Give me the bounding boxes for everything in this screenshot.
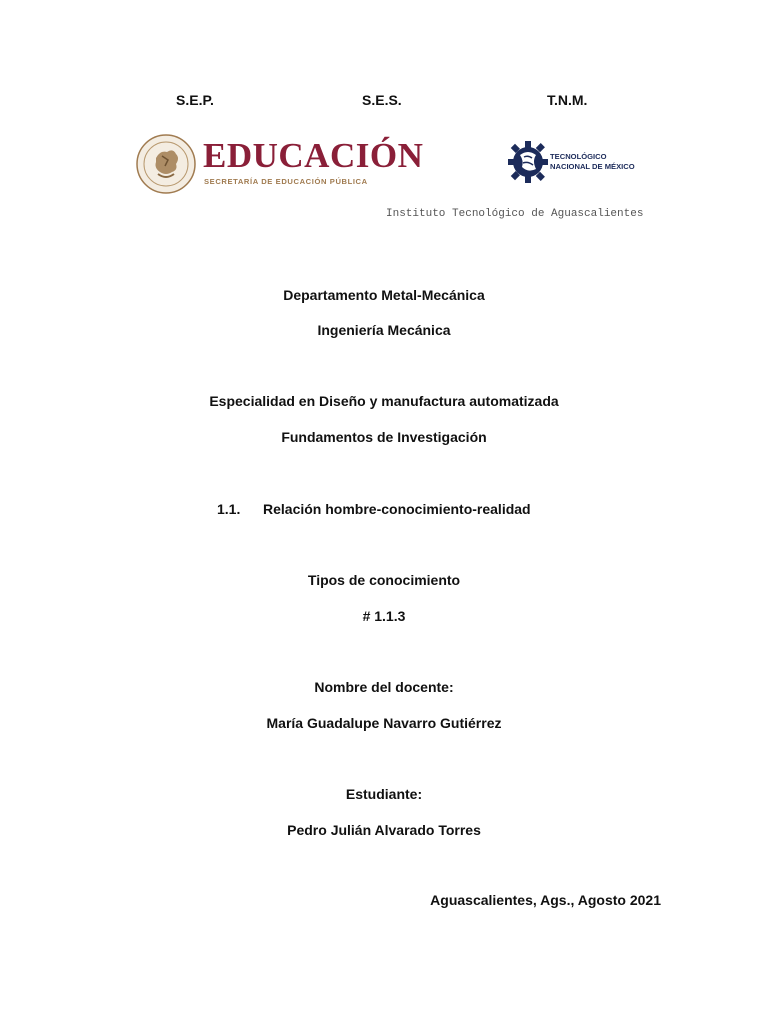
specialty: Especialidad en Diseño y manufactura automatizada — [209, 393, 559, 409]
topic-number: 1.1. — [217, 501, 241, 517]
student-name: Pedro Julián Alvarado Torres — [287, 822, 481, 838]
career: Ingeniería Mecánica — [317, 322, 451, 338]
educacion-logo-subtitle: SECRETARÍA DE EDUCACIÓN PÚBLICA — [204, 177, 368, 186]
student-label: Estudiante: — [345, 786, 423, 802]
tecnm-logo-text — [550, 152, 635, 172]
teacher-label: Nombre del docente: — [314, 679, 454, 695]
place-and-date: Aguascalientes, Ags., Agosto 2021 — [430, 892, 661, 908]
department: Departamento Metal-Mecánica — [283, 287, 485, 303]
header-sep: S.E.P. — [176, 92, 214, 108]
educacion-logo-title: EDUCACIÓN — [203, 136, 424, 175]
tecnm-line1: TECNOLÓGICO — [550, 152, 607, 161]
subject: Fundamentos de Investigación — [281, 429, 487, 445]
header-tnm: T.N.M. — [547, 92, 588, 108]
assignment-number: # 1.1.3 — [362, 608, 406, 624]
institute-name: Instituto Tecnológico de Aguascalientes — [386, 208, 644, 220]
topic-heading — [217, 500, 531, 518]
assignment-title: Tipos de conocimiento — [307, 572, 461, 588]
topic-title: Relación hombre-conocimiento-realidad — [263, 501, 531, 517]
header-ses: S.E.S. — [362, 92, 402, 108]
mexico-coat-of-arms-seal — [136, 134, 196, 194]
teacher-name: María Guadalupe Navarro Gutiérrez — [266, 715, 502, 731]
tecnm-line2: NACIONAL DE MÉXICO — [550, 162, 635, 171]
tecnm-logo-icon — [508, 135, 548, 190]
